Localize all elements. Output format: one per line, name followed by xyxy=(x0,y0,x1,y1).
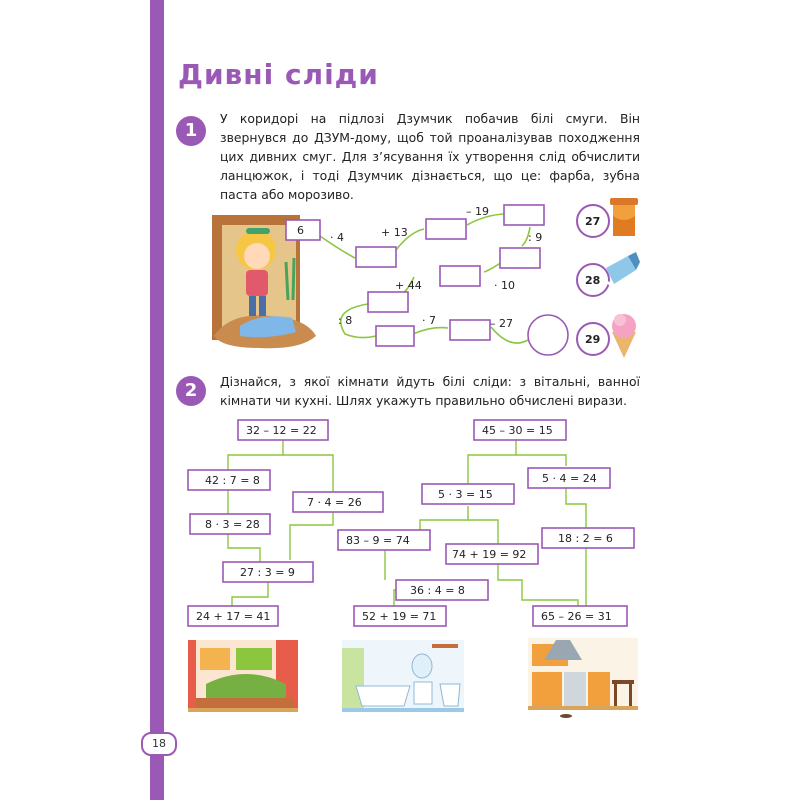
chain-op: · 10 xyxy=(494,279,515,292)
expression-text: 24 + 17 = 41 xyxy=(196,610,271,623)
chain-box xyxy=(450,320,490,340)
answer-value-27: 27 xyxy=(585,215,601,228)
expression-text: 83 – 9 = 74 xyxy=(346,534,410,547)
kitchen-illustration xyxy=(528,638,638,718)
chain-op: – 19 xyxy=(466,205,489,218)
chain-op: · 4 xyxy=(330,231,344,244)
living-room-illustration xyxy=(188,640,298,712)
expression-text: 5 · 4 = 24 xyxy=(542,472,597,485)
task-1-number: 1 xyxy=(176,116,206,146)
chain-op: : 9 xyxy=(528,231,543,244)
task-2-number: 2 xyxy=(176,376,206,406)
expression-text: 27 : 3 = 9 xyxy=(240,566,295,579)
chain-box xyxy=(376,326,414,346)
answer-value-28: 28 xyxy=(585,274,601,287)
page-number: 18 xyxy=(141,732,177,756)
paint-can-icon xyxy=(610,198,638,236)
chain-box xyxy=(426,219,466,239)
expression-text: 5 · 3 = 15 xyxy=(438,488,493,501)
ice-cream-icon xyxy=(612,314,636,358)
expression-text: 8 · 3 = 28 xyxy=(205,518,260,531)
expression-text: 42 : 7 = 8 xyxy=(205,474,260,487)
chain-op: · 7 xyxy=(422,314,436,327)
expression-text: 32 – 12 = 22 xyxy=(246,424,317,437)
task-1-text: У коридорі на підлозі Дзумчик побачив білі смуги. Він звернувся до ДЗУМ-дому, щоб той проаналізував походження цих дивних смуг. Для з’ясування їх утворення слід обчислити ланцюжок, і тоді Дзумчик дізнається, що це: фарба, зубна паста або морозиво. xyxy=(220,111,640,202)
chain-start-value: 6 xyxy=(297,224,304,237)
expression-text: 74 + 19 = 92 xyxy=(452,548,527,561)
chain-box xyxy=(368,292,408,312)
expression-text: 65 – 26 = 31 xyxy=(541,610,612,623)
expression-text: 52 + 19 = 71 xyxy=(362,610,437,623)
chain-box xyxy=(440,266,480,286)
chain-op: + 44 xyxy=(395,279,422,292)
chain-box xyxy=(500,248,540,268)
answer-value-29: 29 xyxy=(585,333,601,346)
chain-op: + 13 xyxy=(381,226,408,239)
chain-box xyxy=(504,205,544,225)
bathroom-illustration xyxy=(342,640,464,712)
expression-text: 36 : 4 = 8 xyxy=(410,584,465,597)
expression-text: 7 · 4 = 26 xyxy=(307,496,362,509)
chain-op: : 8 xyxy=(338,314,353,327)
page-title: Дивні сліди xyxy=(178,58,379,91)
chain-result-circle xyxy=(528,315,568,355)
task-2-text: Дізнайся, з якої кімнати йдуть білі сліди: з вітальні, ванної кімнати чи кухні. Шлях укажуть правильно обчислені вирази. xyxy=(220,374,640,408)
expression-text: 18 : 2 = 6 xyxy=(558,532,613,545)
expression-text: 45 – 30 = 15 xyxy=(482,424,553,437)
chain-box xyxy=(356,247,396,267)
chain-op: – 27 xyxy=(490,317,513,330)
